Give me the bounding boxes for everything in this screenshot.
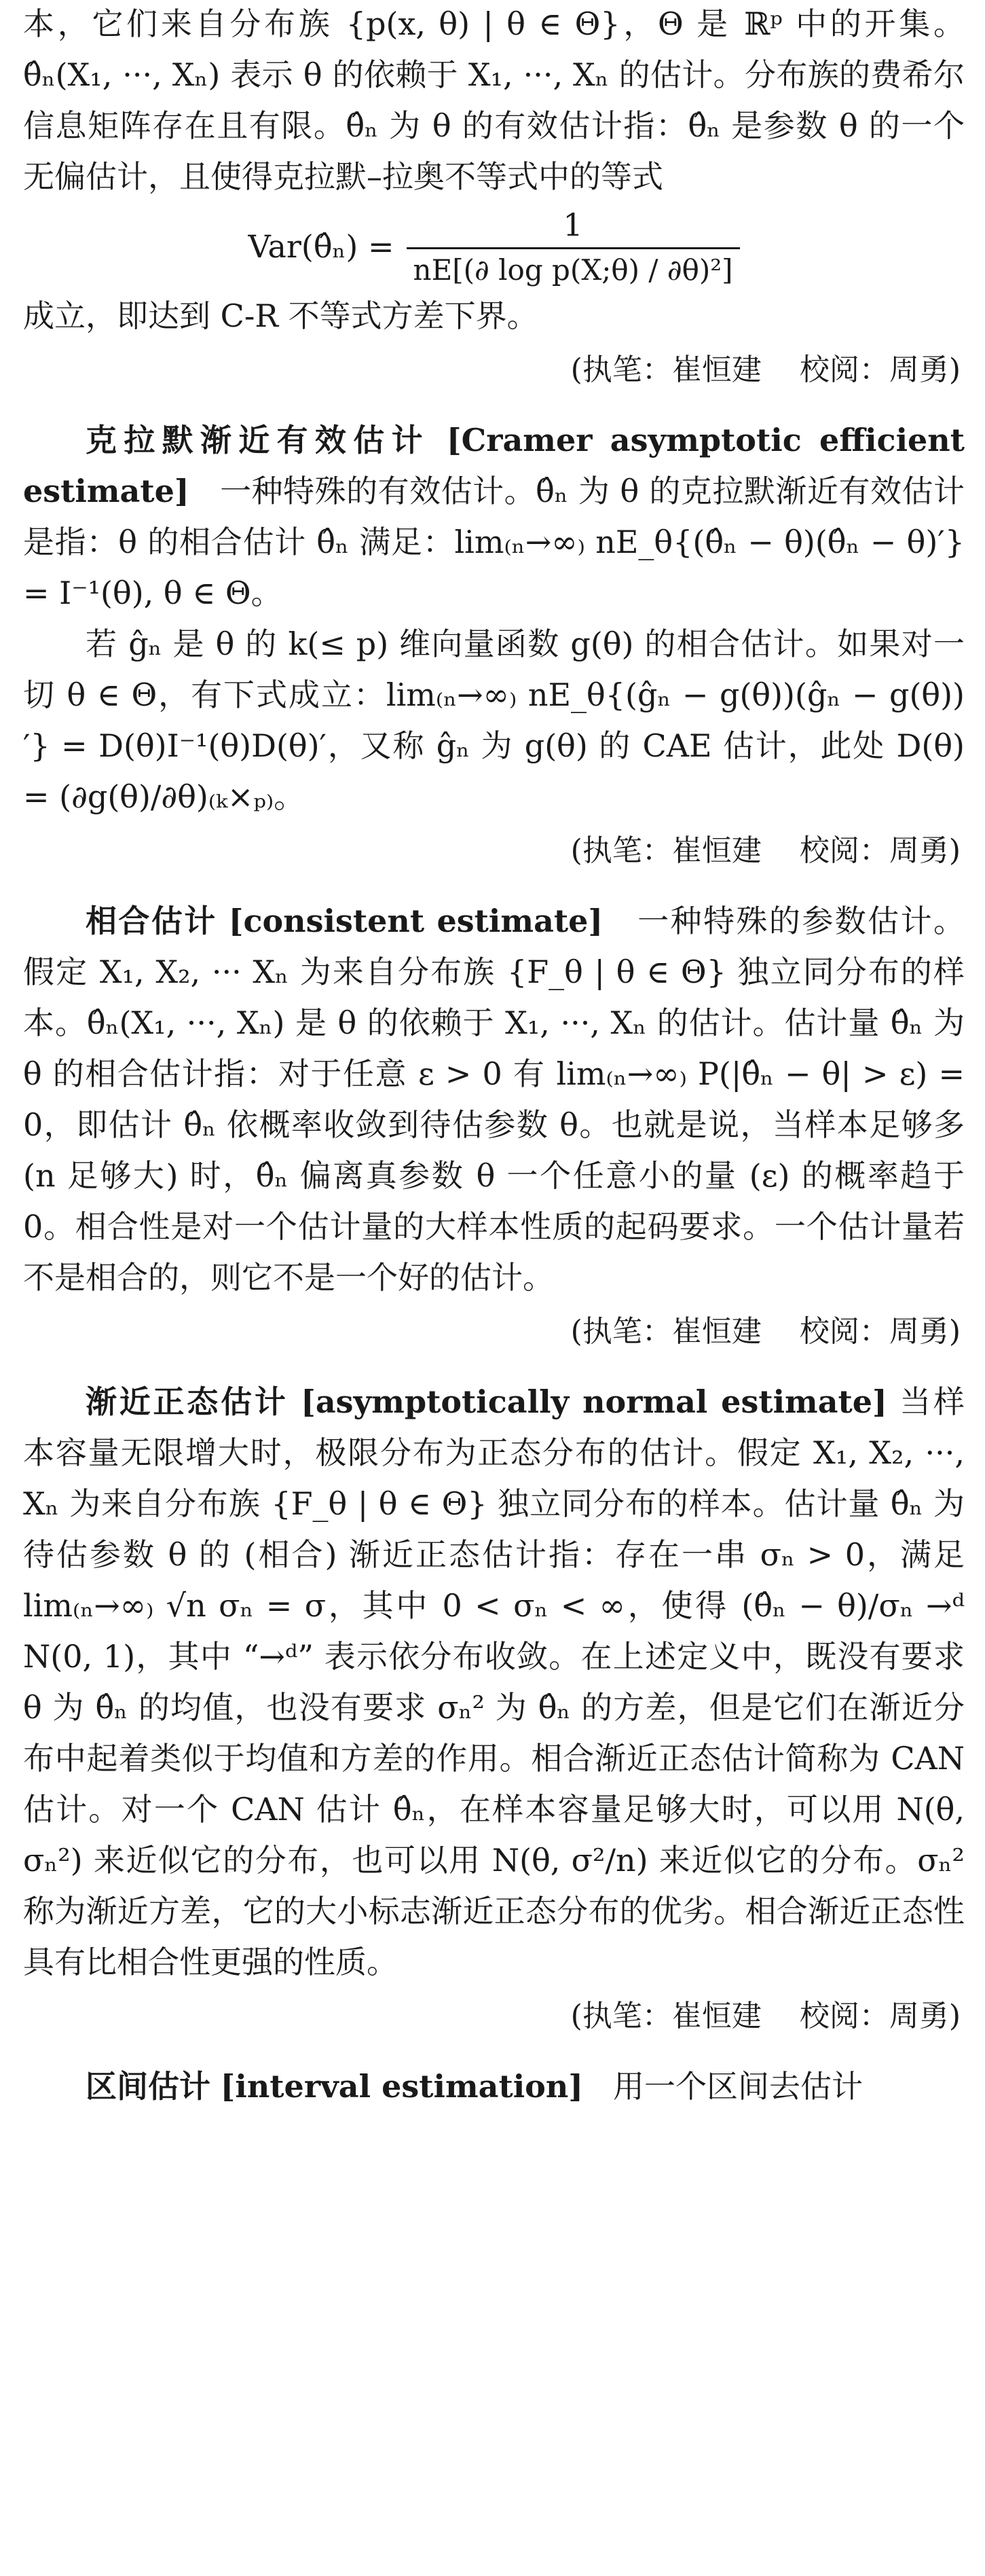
writer: (执笔：崔恒建 bbox=[570, 1314, 762, 1349]
entry-body bbox=[23, 1377, 965, 1988]
entry-consistent-estimate bbox=[23, 896, 965, 1356]
cramer-rao-formula bbox=[23, 202, 965, 291]
formula-denominator: nE[(∂ log p(X;θ) / ∂θ)²] bbox=[407, 247, 740, 287]
formula-numerator: 1 bbox=[563, 206, 583, 243]
author-signature bbox=[23, 827, 961, 875]
paragraph: 成立，即达到 C-R 不等式方差下界。 bbox=[23, 297, 538, 334]
author-signature bbox=[23, 1992, 961, 2041]
entry-interval-estimation bbox=[23, 2061, 965, 2112]
entry-text: 一种特殊的参数估计。假定 X₁, X₂, ··· Xₙ 为来自分布族 {F_θ | θ ∈ Θ} 独立同分布的样本。θ̂ₙ(X₁, ···, Xₙ) 是 θ 的依赖于 X₁, ···, Xₙ 的估计。估计量 θ̂ₙ 为 θ 的相合估计指：对于任意 ε > 0 有 lim₍ₙ→∞₎ P(|θ̂ₙ − θ| > ε) = 0，即估计 θ̂ₙ 依概率收敛到待估参数 θ。也就是说，当样本足够多 (n 足够大) 时，θ̂ₙ 偏离真参数 θ 一个任意小的量 (ε) 的概率趋于 0。相合性是对一个估计量的大样本性质的起码要求。一个估计量若不是相合的，则它不是一个好的估计。 bbox=[23, 903, 965, 1296]
reviewer: 校阅：周勇) bbox=[799, 833, 961, 868]
entry-asymptotically-normal bbox=[23, 1377, 965, 2041]
writer: (执笔：崔恒建 bbox=[570, 1999, 762, 2033]
entry-text: 用一个区间去估计 bbox=[612, 2068, 863, 2105]
entry-term-en: [interval estimation] bbox=[220, 2068, 584, 2105]
entry-body bbox=[23, 415, 965, 619]
reviewer: 校阅：周勇) bbox=[799, 352, 961, 387]
entry-text-2: 若 ĝₙ 是 θ 的 k(≤ p) 维向量函数 g(θ) 的相合估计。如果对一切 θ ∈ Θ，有下式成立：lim₍ₙ→∞₎ nE_θ{(ĝₙ − g(θ))(ĝₙ − g(θ))′} = D(θ)I⁻¹(θ)D(θ)′，又称 ĝₙ 为 g(θ) 的 CAE 估计，此处 D(θ) = (∂g(θ)/∂θ)₍ₖ×ₚ₎。 bbox=[23, 625, 965, 815]
entry-term-zh: 克拉默渐近有效估计 bbox=[86, 422, 430, 458]
author-signature bbox=[23, 1307, 961, 1356]
entry-body bbox=[23, 896, 965, 1303]
entry-text: 当样本容量无限增大时，极限分布为正态分布的估计。假定 X₁, X₂, ···, Xₙ 为来自分布族 {F_θ | θ ∈ Θ} 独立同分布的样本。估计量 θ̂ₙ 为待估参数 θ 的 (相合) 渐近正态估计指：存在一串 σₙ > 0，满足 lim₍ₙ→∞₎ √n σₙ = σ，其中 0 < σₙ < ∞，使得 (θ̂ₙ − θ)/σₙ →ᵈ N(0, 1)，其中 “→ᵈ” 表示依分布收敛。在上述定义中，既没有要求 θ 为 θ̂ₙ 的均值，也没有要求 σₙ² 为 θ̂ₙ 的方差，但是它们在渐近分布中起着类似于均值和方差的作用。相合渐近正态估计简称为 CAN 估计。对一个 CAN 估计 θ̂ₙ，在样本容量足够大时，可以用 N(θ, σₙ²) 来近似它的分布，也可以用 N(θ, σ²/n) 来近似它的分布。σₙ² 称为渐近方差，它的大小标志渐近正态分布的优劣。相合渐近正态性具有比相合性更强的性质。 bbox=[23, 1383, 965, 1980]
entry-term-en: [asymptotically normal estimate] bbox=[301, 1383, 887, 1420]
entry-cramer-asymptotic-efficient bbox=[23, 415, 965, 875]
entry-term-zh: 区间估计 bbox=[86, 2068, 210, 2105]
formula-lhs: Var(θ̂ₙ) = bbox=[248, 228, 394, 265]
entry-efficient-estimate-continued bbox=[23, 0, 965, 395]
entry-term-zh: 相合估计 bbox=[86, 903, 217, 939]
entry-body bbox=[23, 2061, 965, 2112]
formula-fraction bbox=[407, 206, 740, 287]
author-signature bbox=[23, 346, 961, 395]
writer: (执笔：崔恒建 bbox=[570, 833, 762, 868]
reviewer: 校阅：周勇) bbox=[799, 1999, 961, 2033]
writer: (执笔：崔恒建 bbox=[570, 352, 762, 387]
reviewer: 校阅：周勇) bbox=[799, 1314, 961, 1349]
entry-text: 一种特殊的有效估计。θ̂ₙ 为 θ 的克拉默渐近有效估计是指：θ 的相合估计 θ̂ₙ 满足：lim₍ₙ→∞₎ nE_θ{(θ̂ₙ − θ)(θ̂ₙ − θ)′} = I⁻¹(θ), θ ∈ Θ。 bbox=[23, 473, 965, 611]
entry-term-zh: 渐近正态估计 bbox=[86, 1383, 289, 1420]
entry-term-en: [Cramer asymptotic efficient estimate] bbox=[23, 422, 965, 509]
entry-term-en: [consistent estimate] bbox=[228, 903, 603, 939]
paragraph: 本，它们来自分布族 {p(x, θ) | θ ∈ Θ}，Θ 是 ℝᵖ 中的开集。θ̂ₙ(X₁, ···, Xₙ) 表示 θ 的依赖于 X₁, ···, Xₙ 的估计。分布族的费希尔信息矩阵存在且有限。θ̂ₙ 为 θ 的有效估计指：θ̂ₙ 是参数 θ 的一个无偏估计，且使得克拉默–拉奥不等式中的等式 bbox=[23, 5, 965, 195]
